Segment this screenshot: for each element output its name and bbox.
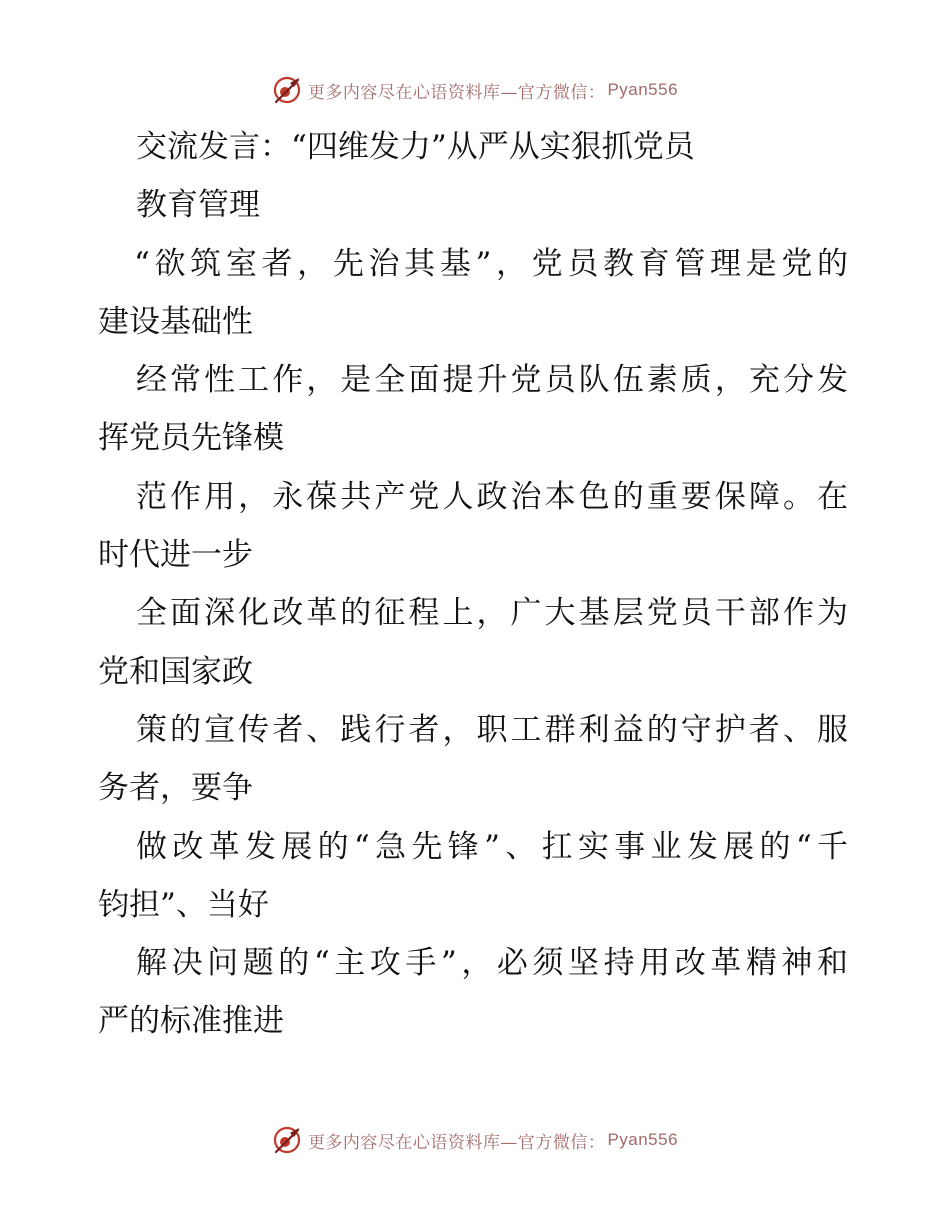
text-line: 范作用，永葆共产党人政治本色的重要保障。在 <box>136 478 848 515</box>
watermark-text: 更多内容尽在心语资料库—官方微信： <box>307 82 606 103</box>
text-line: 党和国家政 <box>98 653 253 690</box>
quill-logo-icon <box>272 1125 302 1155</box>
text-line: 经常性工作，是全面提升党员队伍素质，充分发 <box>136 362 848 399</box>
text-line: 全面深化改革的征程上，广大基层党员干部作为 <box>136 595 848 632</box>
text-line: 交流发言：“四维发力”从严从实狠抓党员 <box>136 129 695 165</box>
text-line: 建设基础性 <box>98 303 253 340</box>
text-line: 时代进一步 <box>98 537 253 574</box>
text-line: 严的标准推进 <box>98 1003 284 1040</box>
watermark-text: 更多内容尽在心语资料库—官方微信： <box>307 1132 606 1153</box>
text-line: 策的宣传者、践行者，职工群利益的守护者、服 <box>136 711 848 748</box>
article-body <box>98 118 858 1051</box>
text-line: 钧担”、当好 <box>98 886 269 923</box>
text-line: 做改革发展的“急先锋”、扛实事业发展的“千 <box>136 828 848 865</box>
quill-logo-icon <box>272 75 302 105</box>
footer-watermark <box>0 1120 950 1160</box>
text-line: 务者，要争 <box>98 770 253 807</box>
watermark-wechat-id: Pyan556 <box>607 80 679 99</box>
text-line: “欲筑室者，先治其基”，党员教育管理是党的 <box>134 245 848 282</box>
header-watermark <box>0 70 950 110</box>
text-line: 解决问题的“主攻手”，必须坚持用改革精神和 <box>136 945 848 982</box>
watermark-wechat-id: Pyan556 <box>607 1130 679 1149</box>
text-line: 教育管理 <box>136 187 260 224</box>
text-line: 挥党员先锋模 <box>98 420 284 457</box>
